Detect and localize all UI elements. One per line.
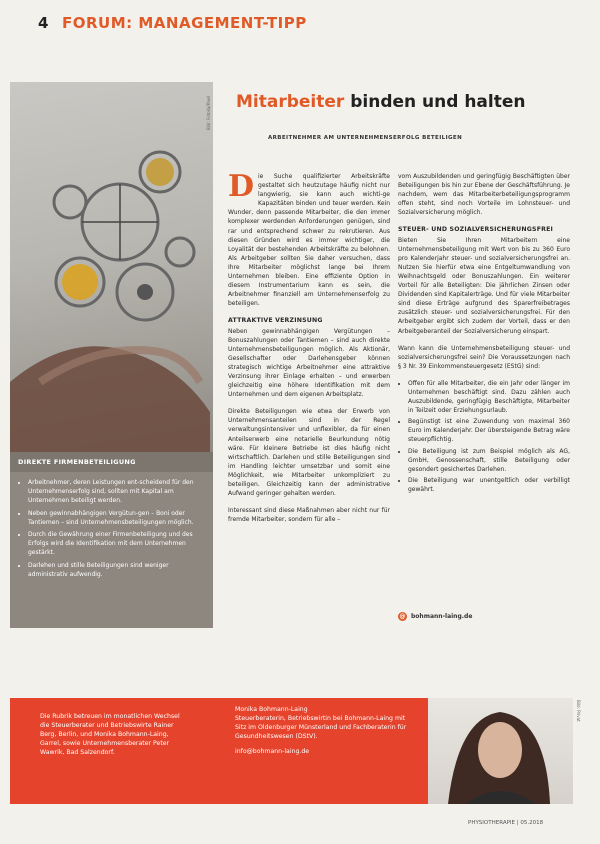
info-box	[10, 452, 213, 628]
portrait-photo	[428, 698, 573, 804]
list-item: • Offen für alle Mitarbeiter, die ein Jahr oder länger im Unternehmen beschäftigt sind. Dazu zählen auch Auszubildende, geringfügig Beschäftigte, Mitarbeiter in Teilzeit oder Erziehungsurlaub.	[408, 379, 570, 415]
author-email[interactable]: info@bohmann-laing.de	[235, 748, 310, 755]
list-item: • Neben gewinnabhängigen Vergütun-gen – Boni oder Tantiemen – sind Unternehmensbeteiligungen möglich.	[28, 509, 205, 527]
author-info	[235, 705, 410, 756]
drop-cap: D	[228, 169, 255, 204]
paragraph: Bieten Sie Ihren Mitarbeitern eine Unternehmensbeteiligung mit Wert von bis zu 360 Euro pro Kalenderjahr steuer- und sozialversicherungsfrei an. Nutzen Sie hierfür etwa eine Entgeltumwandlung von Weihnachtsgeld oder Bonuszahlungen. Ein weiterer Vorteil für alle Beteiligten: Die jährlichen Zinsen oder Dividenden sind Kapitalerträge. Und für viele Mitarbeiter sind diese Erträge aufgrund des Sparerfreibetrages zusätzlich steuer- und sozialversicherungsfrei. Für den Arbeitgeber ergibt sich zudem der Vorteil, dass er den Arbeitgeberanteil der Sozialversicherung einspart.	[398, 236, 570, 335]
column-2	[398, 172, 570, 496]
requirements-list	[398, 379, 570, 494]
article-title	[236, 92, 526, 112]
column-1	[228, 169, 390, 532]
hero-image	[10, 82, 213, 452]
list-item: • Begünstigt ist eine Zuwendung von maximal 360 Euro im Kalenderjahr. Der übersteigende Betrag wäre steuerpflichtig.	[408, 417, 570, 444]
globe-icon: @	[399, 613, 406, 620]
paragraph: Interessant sind diese Maßnahmen aber nicht nur für fremde Mitarbeiter, sondern für alle –	[228, 507, 390, 524]
subheading: STEUER- UND SOZIALVERSICHERUNGSFREI	[398, 226, 554, 234]
paragraph: ie Suche qualifizierter Arbeitskräfte gestaltet sich heutzutage häufig nicht nur langwierig, sie kann auch wichti-ge Kapazitäten binden und teuer werden. Kein Wunder, denn passende Mitarbeiter, die den immer komplexer werdenden Anforderungen genügen, sind rar und entsprechend schwer zu rekrutieren. Aus diesen Gründen wird es immer wichtiger, die Loyalität der bestehenden Arbeitskräfte zu belohnen. Als Arbeitgeber sollten Sie daher versuchen, dass Ihre Mitarbeiter möglichst lange bei Ihrem Unternehmen bleiben. Eine effiziente Option in diesem Instrumentarium kann es sein, die Arbeitnehmer finanziell am Unternehmenserfolg zu beteiligen.	[228, 173, 390, 308]
author-name: Monika Bohmann-Laing	[235, 706, 308, 713]
website-text[interactable]: bohmann-laing.de	[411, 613, 473, 620]
photo-credit: Bild: Fotolia/Pixel	[206, 96, 211, 131]
website-link[interactable]	[398, 612, 472, 621]
portrait-credit: Bild: Privat	[576, 700, 581, 722]
magazine-footer: PHYSIOTHERAPIE | 05.2018	[468, 820, 544, 826]
info-box-list	[10, 478, 213, 579]
paragraph: vom Auszubildenden und geringfügig Beschäftigten über Beteiligungen bis hin zur Ebene der Geschäftsführung. Je nachdem, wem das Mitarbeiterbeteiligungsprogramm offen steht, sind noch Vorteile im Lohnsteuer- und Sozialversicherung möglich.	[398, 173, 570, 217]
list-item: • Die Beteiligung ist zum Beispiel möglich als AG, GmbH, Genossenschaft, stille Beteiligung oder gesondert gesichertes Darlehen.	[408, 447, 570, 474]
title-rest: binden und halten	[344, 92, 526, 112]
paragraph: Direkte Beteiligungen wie etwa der Erwerb von Unternehmensanteilen sind in der Regel verwaltungsintensiver und unflexibler, da für einen Anteilserwerb eine notarielle Beurkundung nötig wäre. Für kleinere Betriebe ist dies häufig nicht wirtschaftlich. Darlehen und stille Beteiligungen sind im Handling leichter umsetzbar und somit eine Möglichkeit, wie Mitarbeiter unkompliziert zu beteiligen. Gleichzeitig kann der administrative Aufwand geringer gehalten werden.	[228, 408, 390, 498]
section-title: FORUM: MANAGEMENT-TIPP	[62, 14, 307, 32]
list-item: • Durch die Gewährung einer Firmenbeteiligung und des Erfolgs wird die Identifikation mit dem Unternehmen gestärkt.	[28, 530, 205, 558]
author-bio: Steuerberaterin, Betriebswirtin bei Bohmann-Laing mit Sitz im Oldenburger Münsterland und Fachberaterin für Gesundheitswesen (DStV).	[235, 715, 407, 740]
paragraph: Wann kann die Unternehmensbeteiligung steuer- und sozialversicherungsfrei sein? Die Voraussetzungen nach § 3 Nr. 39 Einkommensteuergesetz (EStG) sind:	[398, 344, 570, 370]
column-note: Die Rubrik betreuen im monatlichen Wechsel die Steuerberater und Betriebswirte Rainer Berg, Berlin, und Monika Bohmann-Laing, Garrel, sowie Unternehmensberater Peter Wawrik, Bad Salzendorf.	[40, 713, 180, 756]
clockwork-hand-illustration	[10, 82, 213, 452]
subheading: ATTRAKTIVE VERZINSUNG	[228, 317, 323, 325]
article-subtitle: ARBEITNEHMER AM UNTERNEHMENSERFOLG BETEILIGEN	[268, 135, 463, 141]
paragraph: Neben gewinnabhängigen Vergütungen – Bonuszahlungen oder Tantiemen – sind auch direkte Unternehmensbeteiligungen möglich. Als Aktionär, Gesellschafter oder Darlehensgeber können strategisch wichtige Arbeitnehmer eine attraktive Verzinsung ihrer Einlage erhalten – und erwerben gleichzeitig eine höhere Identifikation mit dem Unternehmen und dem eigenen Arbeitsplatz.	[228, 327, 390, 399]
list-item: • Darlehen und stille Beteiligungen sind weniger administrativ aufwendig.	[28, 561, 205, 579]
info-box-heading: DIREKTE FIRMENBETEILIGUNG	[10, 452, 213, 472]
list-item: • Arbeitnehmer, deren Leistungen ent-scheidend für den Unternehmenserfolg sind, sollten mit Kapital am Unternehmen beteiligt werden.	[28, 478, 205, 506]
list-item: • Die Beteiligung war unentgeltlich oder verbilligt gewährt.	[408, 476, 570, 494]
author-portrait	[428, 698, 573, 804]
title-accent: Mitarbeiter	[236, 92, 345, 112]
page-number: 4	[38, 14, 49, 32]
